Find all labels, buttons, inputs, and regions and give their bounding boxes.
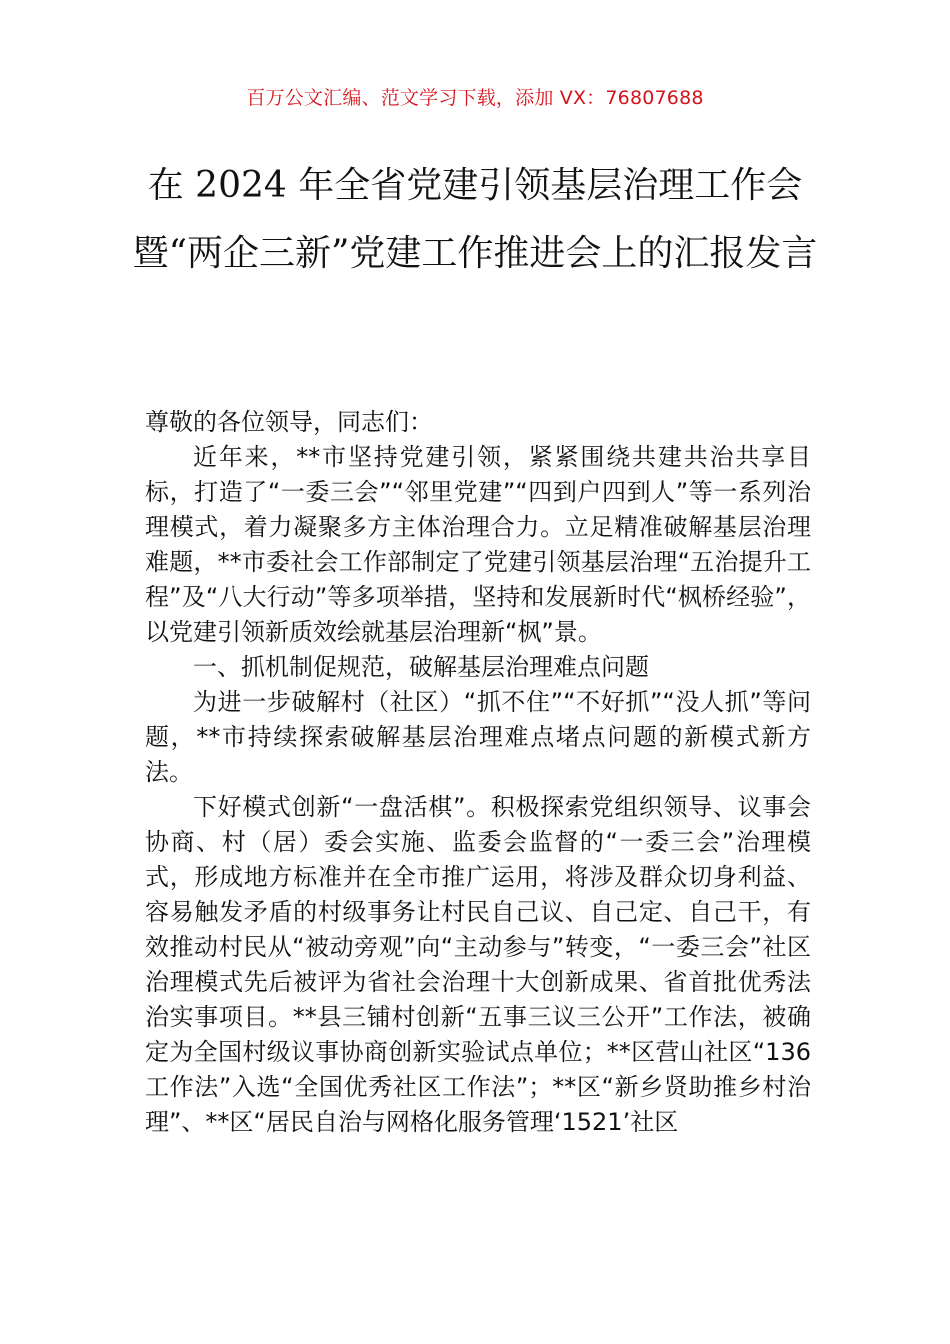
paragraph-model-innovation: 下好模式创新“一盘活棋”。积极探索党组织领导、议事会协商、村（居）委会实施、监委会监督的“一委三会”治理模式，形成地方标准并在全市推广运用，将涉及群众切身利益、容易触发矛盾的村级事务让村民自己议、自己定、自己干，有效推动村民从“被动旁观”向“主动参与”转变，“一委三会”社区治理模式先后被评为省社会治理十大创新成果、省首批优秀法治实事项目。**县三铺村创新“五事三议三公开”工作法，被确定为全国村级议事协商创新实验试点单位；**区营山社区“136 工作法”入选“全国优秀社区工作法”；**区“新乡贤助推乡村治理”、**区“居民自治与网格化服务管理‘1521’社区 xyxy=(145,793,811,1136)
document-body xyxy=(145,405,811,1140)
watermark-note: 百万公文汇编、范文学习下载，添加 VX：76807688 xyxy=(246,87,704,109)
paragraph-intro: 近年来，**市坚持党建引领，紧紧围绕共建共治共享目标，打造了“一委三会”“邻里党建”“四到户四到人”等一系列治理模式，着力凝聚多方主体治理合力。立足精准破解基层治理难题，**市委社会工作部制定了党建引领基层治理“五治提升工程”及“八大行动”等多项举措，坚持和发展新时代“枫桥经验”，以党建引领新质效绘就基层治理新“枫”景。 xyxy=(145,443,811,646)
salutation: 尊敬的各位领导，同志们： xyxy=(145,408,433,436)
document-title: 在 2024 年全省党建引领基层治理工作会暨“两企三新”党建工作推进会上的汇报发言 xyxy=(132,165,818,274)
section-heading: 一、抓机制促规范，破解基层治理难点问题 xyxy=(193,653,649,681)
paragraph-section-intro: 为进一步破解村（社区）“抓不住”“不好抓”“没人抓”等问题，**市持续探索破解基层治理难点堵点问题的新模式新方法。 xyxy=(145,688,811,786)
